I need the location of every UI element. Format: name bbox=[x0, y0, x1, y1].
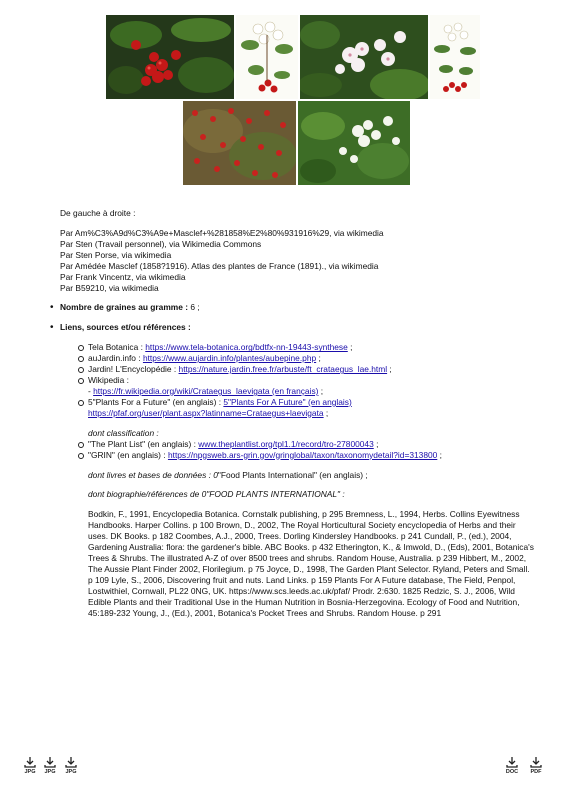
main-content bbox=[60, 208, 535, 619]
ref-link-2[interactable]: https://pfaf.org/user/plant.aspx?latinname=Crataegus+laevigata bbox=[88, 407, 324, 418]
ref-label: Jardin! L'Encyclopédie : bbox=[88, 364, 179, 375]
ref-label: Wikipedia : bbox=[88, 375, 129, 386]
ref-label: 5"Plants For a Future" (en anglais) : bbox=[88, 396, 224, 407]
download-doc-button[interactable] bbox=[503, 756, 521, 776]
links-heading: Liens, sources et/ou références : bbox=[60, 322, 191, 333]
download-icon bbox=[44, 756, 56, 768]
download-label: DOC bbox=[505, 769, 519, 775]
credit-line: Par Amédée Masclef (1858?1916). Atlas des plantes de France (1891)., via wikimedia bbox=[60, 260, 379, 271]
photo-blossom-branch[interactable] bbox=[298, 101, 410, 185]
download-jpg-button[interactable] bbox=[41, 756, 59, 776]
credit-line: Par Sten Porse, via wikimedia bbox=[60, 249, 172, 260]
ref-tela-botanica bbox=[88, 342, 535, 353]
classification-label: dont classification : bbox=[88, 427, 159, 438]
ref-suffix: ; bbox=[347, 342, 353, 353]
bibliography-text: Bodkin, F., 1991, Encyclopedia Botanica. Cornstalk publishing, p 295 Bremness, L., 1994, Herbs. Collins Eyewitness Handbooks. Harper Collins. p 100 Brown, D., 2002, The Royal Horticultural Society encyclopedia of Herbs and their uses. DK Books. p 182 Coombes, A.J., 2000, Trees. Dorling Kindersley Handbooks. p 241 Cundall, P., (ed.), 2004, Gardening Australia: flora: the gardener's bible. ABC Books. p 432 Etherington, K., & Imwold, D., (Eds), 2001, Botanica's Trees & Shrubs. The illustrated A-Z of over 8500 trees and shrubs. Random House, Australia. p 239 Hibbert, M., 2002, The Aussie Plant Finder 2002, Florilegium. p 75 Joyce, D., 1998, The Garden Plant Selector. Ryland, Peters and Small. p 109 Lyle, S., 2006, Discovering fruit and nuts. Land Links. p 159 Plants For A Future database, The Field, Penpol, Lostwithiel, Cornwall, PL22 0NG, UK. https://www.scs.leeds.ac.uk/pfaf/ Prodr. 2:630. 1825 Redzic, S. J., 2006, Wild Edible Plants and their Traditional Use in the Human Nutrition in Bosnia-Herzegovina. Ecology of Food and Nutrition, 45:189-232 Young, J., (Ed.), 2001, Botanica's Pocket Trees and Shrubs. Random House. p 291 bbox=[88, 509, 534, 618]
download-icon bbox=[65, 756, 77, 768]
classification-list bbox=[60, 439, 535, 461]
links-section bbox=[60, 322, 535, 618]
download-label: PDF bbox=[530, 769, 542, 775]
ref-suffix: ; bbox=[387, 364, 392, 375]
ref-link[interactable]: https://www.aujardin.info/plantes/aubepine.php bbox=[142, 353, 317, 364]
ref-dash: - bbox=[88, 385, 94, 396]
ref-link[interactable]: www.theplantlist.org/tpl1.1/record/tro-27800043 bbox=[198, 438, 374, 449]
books-label: dont livres et bases de données : 0 bbox=[88, 469, 218, 480]
biblio-label: dont biographie/références de 0"FOOD PLANTS INTERNATIONAL" : bbox=[88, 489, 345, 500]
ref-wikipedia bbox=[88, 375, 535, 397]
references-list bbox=[60, 342, 535, 418]
credits-intro: De gauche à droite : bbox=[60, 208, 136, 218]
info-list bbox=[60, 302, 535, 618]
ref-plant-list bbox=[88, 439, 535, 450]
photo-gallery bbox=[0, 0, 565, 190]
books-value: "Food Plants International" (en anglais) ; bbox=[217, 469, 368, 480]
ref-link[interactable]: 5"Plants For A Future" (en anglais) bbox=[223, 396, 352, 407]
ref-label: Tela Botanica : bbox=[88, 342, 146, 353]
credit-line: Par B59210, via wikimedia bbox=[60, 282, 159, 293]
photo-botanical-illustration-2[interactable] bbox=[430, 15, 480, 99]
ref-link[interactable]: https://www.tela-botanica.org/bdtfx-nn-19443-synthese bbox=[145, 342, 348, 353]
ref-link[interactable]: https://fr.wikipedia.org/wiki/Crataegus_laevigata (en français) bbox=[93, 385, 319, 396]
ref-aujardin bbox=[88, 353, 535, 364]
download-icon bbox=[530, 756, 542, 768]
ref-jardin-encyclopedie bbox=[88, 364, 535, 375]
download-icon bbox=[24, 756, 36, 768]
ref-label: "GRIN" (en anglais) : bbox=[88, 449, 168, 460]
ref-label: auJardin.info : bbox=[88, 353, 143, 364]
download-icon bbox=[506, 756, 518, 768]
download-pdf-button[interactable] bbox=[527, 756, 545, 776]
download-label: JPG bbox=[24, 769, 36, 775]
ref-link[interactable]: https://npgsweb.ars-grin.gov/gringlobal/taxon/taxonomydetail?id=313800 bbox=[167, 449, 438, 460]
download-jpg-button[interactable] bbox=[62, 756, 80, 776]
photo-botanical-illustration-1[interactable] bbox=[236, 15, 298, 99]
ref-pfaf bbox=[88, 397, 535, 419]
books-line bbox=[60, 470, 535, 481]
download-label: JPG bbox=[65, 769, 77, 775]
credit-line: Par Frank Vincentz, via wikimedia bbox=[60, 271, 186, 282]
ref-suffix: ; bbox=[437, 449, 442, 460]
ref-suffix: ; bbox=[323, 407, 329, 418]
photo-hedge-berries[interactable] bbox=[183, 101, 296, 185]
ref-grin bbox=[88, 450, 535, 461]
ref-suffix: ; bbox=[318, 385, 324, 396]
photo-red-berries[interactable] bbox=[106, 15, 234, 99]
ref-suffix: ; bbox=[373, 438, 379, 449]
download-label: JPG bbox=[44, 769, 56, 775]
credit-line: Par Sten (Travail personnel), via Wikimedia Commons bbox=[60, 238, 262, 249]
seeds-per-gram bbox=[60, 302, 535, 313]
ref-suffix: ; bbox=[316, 353, 321, 364]
ref-label: "The Plant List" (en anglais) : bbox=[88, 438, 199, 449]
seeds-value: 6 ; bbox=[188, 302, 200, 313]
download-jpg-button[interactable] bbox=[21, 756, 39, 776]
credit-line: Par Am%C3%A9d%C3%A9e+Masclef+%281858%E2%80%931916%29, via wikimedia bbox=[60, 227, 384, 238]
photo-white-flowers[interactable] bbox=[300, 15, 428, 99]
seeds-label: Nombre de graines au gramme : bbox=[60, 302, 188, 313]
ref-link[interactable]: https://nature.jardin.free.fr/arbuste/ft_crataegus_lae.html bbox=[178, 364, 388, 375]
